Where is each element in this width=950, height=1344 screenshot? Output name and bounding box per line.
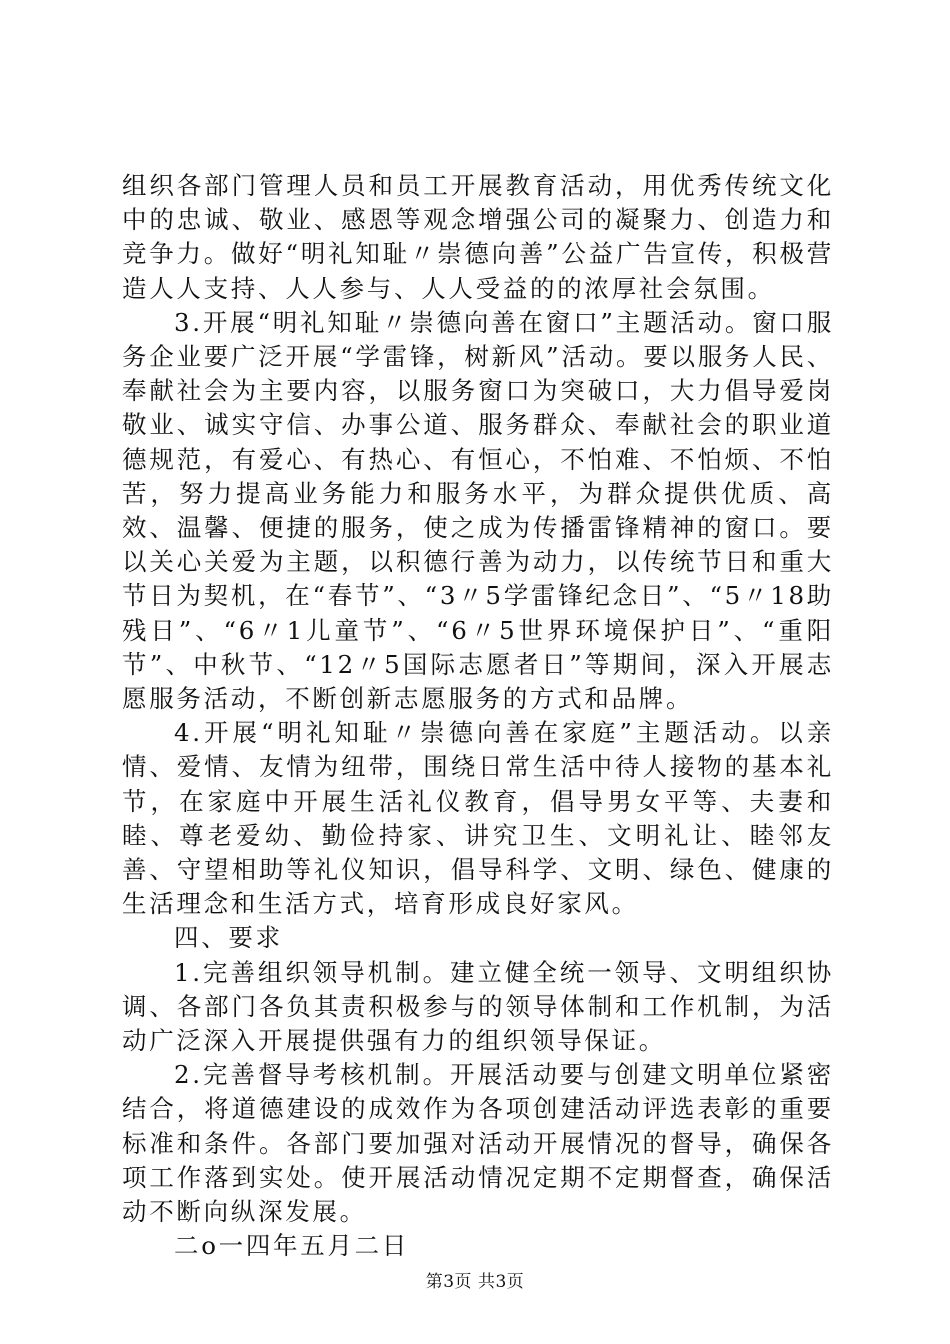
paragraph-requirement-1: 1.完善组织领导机制。建立健全统一领导、文明组织协调、各部门各负其责积极参与的领导体制和工作机制，为活动广泛深入开展提供强有力的组织领导保证。 [122,957,834,1056]
page-footer: 第3页 共3页 [425,1272,525,1292]
paragraph-continuation: 组织各部门管理人员和员工开展教育活动，用优秀传统文化中的忠诚、敬业、感恩等观念增强公司的凝聚力、创造力和竞争力。做好“明礼知耻〃崇德向善”公益广告宣传，积极营造人人支持、人人参与、人人受益的的浓厚社会氛围。 [122,171,834,303]
document-date: 二o一四年五月二日 [174,1231,410,1261]
paragraph-item-3: 3.开展“明礼知耻〃崇德向善在窗口”主题活动。窗口服务企业要广泛开展“学雷锋，树新风”活动。要以服务人民、奉献社会为主要内容，以服务窗口为突破口，大力倡导爱岗敬业、诚实守信、办事公道、服务群众、奉献社会的职业道德规范，有爱心、有热心、有恒心，不怕难、不怕烦、不怕苦，努力提高业务能力和服务水平，为群众提供优质、高效、温馨、便捷的服务，使之成为传播雷锋精神的窗口。要以关心关爱为主题，以积德行善为动力，以传统节日和重大节日为契机，在“春节”、“3〃5学雷锋纪念日”、“5〃18助残日”、“6〃1儿童节”、“6〃5世界环境保护日”、“重阳节”、中秋节、“12〃5国际志愿者日”等期间，深入开展志愿服务活动，不断创新志愿服务的方式和品牌。 [122,307,834,714]
document-body [122,169,834,1264]
paragraph-requirement-2: 2.完善督导考核机制。开展活动要与创建文明单位紧密结合，将道德建设的成效作为各项创建活动评选表彰的重要标准和条件。各部门要加强对活动开展情况的督导，确保各项工作落到实处。使开展活动情况定期不定期督查，确保活动不断向纵深发展。 [122,1060,834,1227]
section-heading-requirements: 四、要求 [174,923,283,953]
paragraph-item-4: 4.开展“明礼知耻〃崇德向善在家庭”主题活动。以亲情、爱情、友情为纽带，围绕日常生活中待人接物的基本礼节，在家庭中开展生活礼仪教育，倡导男女平等、夫妻和睦、尊老爱幼、勤俭持家、讲究卫生、文明礼让、睦邻友善、守望相助等礼仪知识，倡导科学、文明、绿色、健康的生活理念和生活方式，培育形成良好家风。 [122,718,834,919]
